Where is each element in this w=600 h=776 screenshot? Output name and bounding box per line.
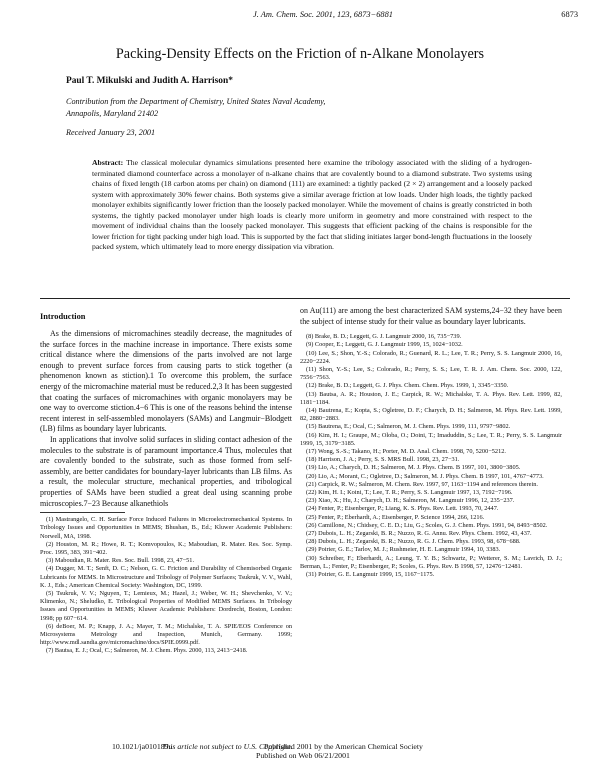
right-column	[300, 306, 562, 579]
reference-item: (24) Fenter, P.; Eisenberger, P.; Liang, K. S. Phys. Rev. Lett. 1993, 70, 2447.	[306, 505, 499, 513]
reference-list	[300, 333, 562, 579]
reference-item: (17) Wong, S.-S.; Takano, H.; Porter, M. D. Anal. Chem. 1998, 70, 5200−5212.	[306, 448, 506, 456]
reference-item: (7) Bautsa, E. J.; Ocal, C.; Salmeron, M. J. Chem. Phys. 2000, 113, 2413−2418.	[46, 647, 248, 655]
reference-item: (21) Carpick, R. W.; Salmeron, M. Chem. Rev. 1997, 97, 1163−1194 and references therein.	[306, 480, 538, 488]
copyright-notice: This article not subject to U.S. Copyright.	[162, 742, 293, 751]
web-publication-date: Published on Web 06/21/2001	[256, 751, 350, 760]
body-paragraph: In applications that involve solid surfaces in sliding contact adhesion of the molecules to the substrate is of paramount importance.4 Thus, molecules that are covalently bonded to the substrate, such as those formed from self-assembly, are better candidates for boundary-layer lubricants than LB films. As a result, the molecular structure, mechanical properties, and tribological properties of SAMs have been studied a great deal using scanning probe microscopies.7−23 Because alkanethiols	[40, 434, 292, 508]
journal-citation: J. Am. Chem. Soc. 2001, 123, 6873−6881	[253, 10, 393, 19]
reference-item: (1) Mastrangelo, C. H. Surface Force Induced Failures in Microelectromechanical Systems. In Tribology Issues and Opportunities in MEMS; Bhushan, B., Ed.; Kluwer Academic Publishers: Norwell, MA, 1998.	[40, 516, 292, 540]
footnote-divider	[40, 512, 125, 513]
introduction-heading: Introduction	[40, 312, 86, 321]
reference-item: (6) deBoer, M. P.; Knapp, J. A.; Mayer, T. M.; Michalske, T. A. SPIE/EOS Conference on Microsystems Metrology and Inspection, Munich, Germany. 1999; http://www.mdl.sandia.gov/micromachine/docs/SPIE.0999.pdf.	[40, 622, 292, 647]
reference-item: (15) Bautrena, E.; Ocal, C.; Salmeron, M. J. Chem. Phys. 1999, 111, 9797−9802.	[306, 423, 511, 431]
article-title: Packing-Density Effects on the Friction of n-Alkane Monolayers	[115, 46, 485, 62]
affiliation-line: Contribution from the Department of Chemistry, United States Naval Academy,	[66, 97, 326, 106]
reference-item: (5) Tsukruk, V. V.; Nguyen, T.; Lemieux, M.; Hazel, J.; Weber, W. H.; Shevchenko, V. V.; Klimenko, N.; Sheludko, E. Tribological Properties of Modified MEMS Surfaces. In Tribology Issues and Opportunities in MEMS; Kluwer Academic Publishers: Dordrecht, Boston, London: 1998; pp 607−614.	[40, 589, 292, 622]
reference-item: (19) Lio, A.; Charych, D. H.; Salmeron, M. J. Phys. Chem. B 1997, 101, 3800−3805.	[306, 464, 521, 472]
reference-item: (14) Bautrena, E.; Kopta, S.; Ogletree, D. F.; Charych, D. H.; Salmeron, M. Phys. Rev. Lett. 1999, 82, 2880−2883.	[300, 407, 562, 423]
reference-item: (10) Lee, S.; Shon, Y.-S.; Colorado, R.; Guenard, R. L.; Lee, T. R.; Perry, S. S. Langmuir 2000, 16, 2220−2224.	[300, 349, 562, 365]
reference-item: (23) Xiao, X.; Hu, J.; Charych, D. H.; Salmeron, M. Langmuir 1996, 12, 235−237.	[306, 497, 515, 505]
reference-item: (4) Dugger, M. T.; Senft, D. C.; Nelson, G. C. Friction and Durability of Chemisorbed Organic Lubricants for MEMS. In Microstructure and Tribology of Polymer Surfaces; Tsukruk, V. V., Wahl, K. J., Eds.; American Chemical Society: Washington, DC, 1999.	[40, 565, 292, 589]
received-date: Received January 23, 2001	[66, 128, 156, 137]
reference-item: (16) Kim, H. I.; Graupe, M.; Oloba, O.; Doini, T.; Imaduddin, S.; Lee, T. R.; Perry, S. S. Langmuir 1999, 15, 3179−3185.	[300, 431, 562, 447]
abstract-text: The classical molecular dynamics simulations presented here examine the tribology associated with the sliding of a hydrogen-terminated diamond counterface across a monolayer of n-alkane chains that are covalently bound to a diamond substrate. Two systems using chains of fixed length (18 carbon atoms per chain) on diamond (111) are examined: a tightly packed (2 × 2) arrangement and a loosely packed system with approximately 30% fewer chains. Both systems give a similar average friction at low loads. Under high loads, the tightly packed monolayer exhibits significantly lower friction than the loosely packed monolayer. While the movement of chains is greatly constricted in both systems, the tightly packed monolayer under high loads is clearly more uniform in geometry and more constrained with respect to the movement of individual chains than the loosely packed monolayer. This suggests that efficient packing of the chains is responsible for the lower friction for tight packing under high load. This is supported by the fact that sliding initiates larger bond-length fluctuations in the loosely packed system, which ultimately lead to more energy dissipation via vibration.	[92, 158, 532, 251]
reference-item: (27) Dubois, L. H.; Zegarski, B. R.; Nuzzo, R. G. Annu. Rev. Phys. Chem. 1992, 43, 437.	[306, 530, 532, 538]
reference-item: (31) Poirier, G. E. Langmuir 1999, 15, 1167−1175.	[306, 571, 435, 579]
abstract	[92, 158, 532, 253]
reference-item: (28) Dubois, L. H.; Zegarski, B. R.; Nuzzo, R. G. J. Chem. Phys. 1993, 98, 678−688.	[306, 538, 521, 546]
reference-item: (18) Harrison, J. A.; Perry, S. S. MRS Bull. 1998, 23, 27−31.	[306, 456, 460, 464]
reference-item: (9) Cooper, E.; Leggett, G. J. Langmuir 1999, 15, 1024−1032.	[306, 341, 463, 349]
left-column	[40, 312, 292, 656]
reference-item: (25) Fenter, P.; Eberhardt, A.; Eisenberger, P. Science 1994, 266, 1216.	[306, 513, 485, 521]
reference-item: (20) Lio, A.; Morant, C.; Ogletree, D.; Salmeron, M. J. Phys. Chem. B 1997, 101, 4767−4773.	[306, 472, 544, 480]
reference-item: (2) Houston, M. R.; Howe, R. T.; Komvopoulos, K.; Maboudian, R. Mater. Res. Soc. Symp. Proc. 1995, 383, 391−402.	[40, 540, 292, 556]
page-number: 6873	[561, 10, 578, 19]
affiliation	[66, 96, 536, 120]
reference-item: (30) Schreiber, F.; Eberhardt, A.; Leung, T. Y. B.; Schwartz, P.; Wetterer, S. M.; Lavrich, D. J.; Berman, L.; Fenter, P.; Eisenberger, P.; Scoles, G. Phys. Rev. B 1998, 57, 12476−12481.	[300, 554, 562, 570]
author-list: Paul T. Mikulski and Judith A. Harrison*	[66, 76, 233, 86]
reference-item: (12) Brake, B. D.; Leggett, G. J. Phys. Chem. Chem. Phys. 1999, 1, 3345−3350.	[306, 382, 509, 390]
reference-item: (11) Shon, Y.-S.; Lee, S.; Colorado, R.; Perry, S. S.; Lee, T. R. J. Am. Chem. Soc. 2000, 122, 7556−7563.	[300, 366, 562, 382]
running-head	[0, 10, 600, 24]
publisher-line: Published 2001 by the American Chemical Society	[264, 742, 423, 751]
abstract-label: Abstract:	[92, 158, 124, 167]
reference-item: (26) Camillone, N.; Chidsey, C. E. D.; Liu, G.; Scoles, G. J. Chem. Phys. 1991, 94, 8493−8502.	[306, 521, 548, 529]
footnote-list	[40, 516, 292, 655]
reference-item: (22) Kim, H. I.; Koini, T.; Lee, T. R.; Perry, S. S. Langmuir 1997, 13, 7192−7196.	[306, 489, 513, 497]
reference-item: (29) Poirier, G. E.; Tarlov, M. J.; Rushmeier, H. E. Langmuir 1994, 10, 3383.	[306, 546, 501, 554]
reference-item: (13) Bautsa, A. R.; Houston, J. E.; Carpick, R. W.; Michalske, T. A. Phys. Rev. Lett. 1999, 82, 1181−1184.	[300, 390, 562, 406]
section-divider	[40, 298, 570, 299]
reference-item: (3) Maboudian, R. Mater. Res. Soc. Bull. 1998, 23, 47−51.	[46, 557, 195, 565]
reference-item: (8) Brake, B. D.; Leggett, G. J. Langmuir 2000, 16, 735−739.	[306, 333, 462, 341]
body-paragraph: As the dimensions of micromachines steadily decrease, the magnitudes of the surface forces in the machine increase in importance. There exists some critical distance where the dimensions of the parts involved are not large enough to prevent surface forces from causing parts to stick together (a phenomenon known as stiction).1 To overcome this problem, the surface energy of the micromachine material must be reduced.2,3 It has been suggested that coating the surfaces of micromachines with organic monolayers may be one way to overcome stiction.4−6 This is one of the reasons behind the intense recent interest in self-assembled monolayers (SAMs) and Langmuir−Blodgett (LB) films as boundary layer lubricants.	[40, 329, 292, 434]
affiliation-line: Annapolis, Maryland 21402	[66, 109, 159, 118]
doi: 10.1021/ja010189u	[112, 742, 173, 751]
body-paragraph-continued: on Au(111) are among the best characterized SAM systems,24−32 they have been the subject of intense study for their value as boundary layer lubricants.	[300, 306, 562, 326]
